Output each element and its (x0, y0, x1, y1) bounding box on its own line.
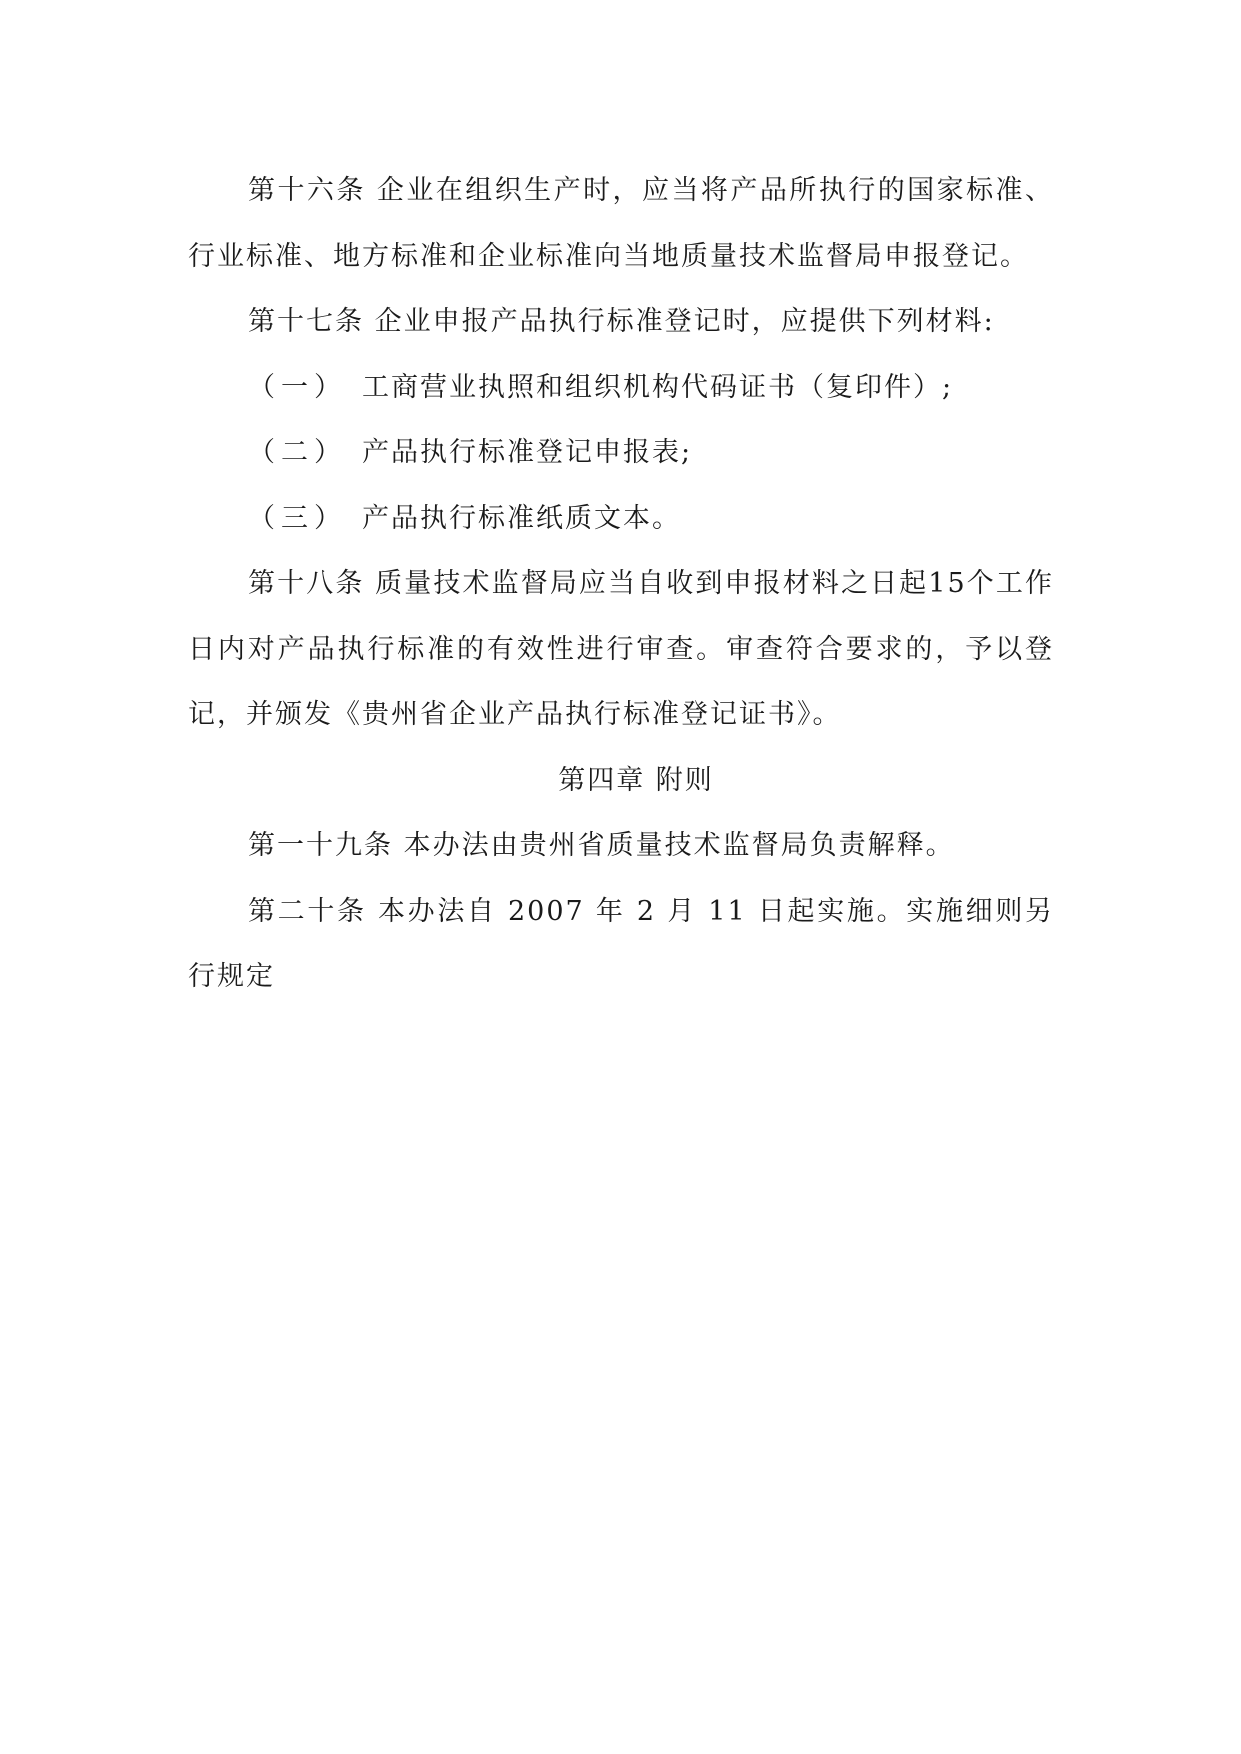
list-item-number: （一） (248, 371, 347, 403)
article-18: 第十八条 质量技术监督局应当自收到申报材料之日起15个工作日内对产品执行标准的有效性进行审查。审查符合要求的，予以登记，并颁发《贵州省企业产品执行标准登记证书》。 (188, 568, 1054, 730)
list-item-text: 产品执行标准纸质文本。 (362, 502, 681, 534)
list-item (188, 355, 1054, 421)
document-body (188, 158, 1054, 1010)
article-16: 第十六条 企业在组织生产时，应当将产品所执行的国家标准、行业标准、地方标准和企业标准向当地质量技术监督局申报登记。 (188, 175, 1054, 272)
list-item-text: 工商营业执照和组织机构代码证书（复印件）; (362, 371, 954, 403)
chapter-heading: 第四章 附则 (558, 764, 714, 796)
list-item (188, 486, 1054, 552)
article-19: 第一十九条 本办法由贵州省质量技术监督局负责解释。 (248, 830, 955, 861)
list-item-text: 产品执行标准登记申报表; (362, 437, 693, 468)
list-item (188, 420, 1054, 486)
article-20: 第二十条 本办法自 2007 年 2 月 11 日起实施。实施细则另行规定 (188, 895, 1054, 992)
list-item-number: （二） (248, 437, 347, 468)
list-item-number: （三） (248, 502, 347, 534)
article-17: 第十七条 企业申报产品执行标准登记时，应提供下列材料: (248, 306, 995, 337)
